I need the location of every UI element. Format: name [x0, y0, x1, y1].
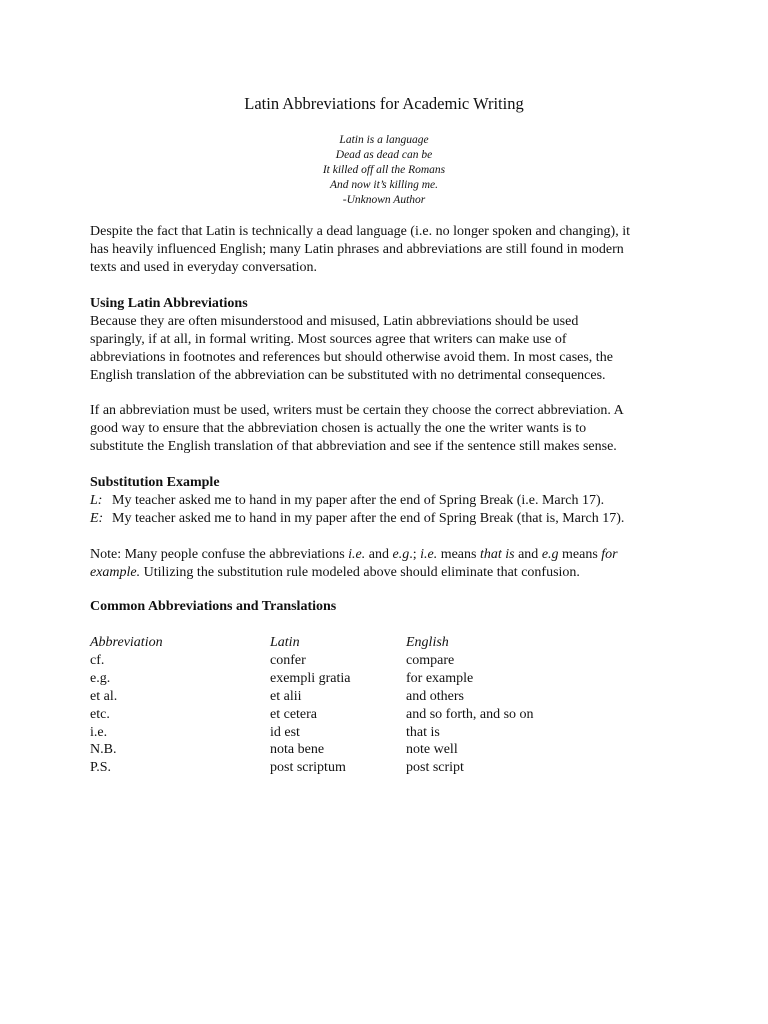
cell-english: and others: [406, 688, 464, 704]
cell-abbreviation: etc.: [90, 706, 110, 722]
column-header-abbreviation: Abbreviation: [90, 635, 163, 650]
text-line: texts and used in everyday conversation.: [90, 260, 318, 275]
note-term: for: [601, 547, 618, 562]
note-term: i.e.: [348, 547, 366, 562]
section-substitution-example: [90, 474, 690, 528]
table-row: [90, 652, 590, 670]
cell-latin: et alii: [270, 688, 302, 704]
cell-latin: id est: [270, 724, 300, 740]
example-english: [90, 510, 690, 528]
cell-english: note well: [406, 742, 458, 758]
note-text: means: [558, 547, 602, 562]
example-text: My teacher asked me to hand in my paper after the end of Spring Break (i.e. March 17).: [112, 493, 605, 508]
cell-latin: et cetera: [270, 706, 318, 722]
cell-latin: confer: [270, 652, 306, 668]
note-term: e.g: [392, 547, 410, 562]
epigraph-poem: [0, 133, 768, 208]
text-line: sparingly, if at all, in formal writing. Most sources agree that writers can make use of: [90, 332, 567, 347]
text-line: [90, 546, 690, 564]
cell-abbreviation: cf.: [90, 652, 105, 668]
cell-english: post script: [406, 760, 464, 776]
note-text: .;: [409, 547, 421, 562]
poem-line: It killed off all the Romans: [322, 164, 446, 176]
column-header-english: English: [406, 635, 449, 650]
section-heading: Common Abbreviations and Translations: [90, 599, 337, 614]
cell-english: and so forth, and so on: [406, 706, 534, 722]
example-tag: E:: [90, 511, 104, 526]
cell-latin: nota bene: [270, 742, 325, 758]
text-line: English translation of the abbreviation can be substituted with no detrimental consequences.: [90, 368, 606, 383]
cell-english: that is: [406, 724, 440, 740]
text-line: has heavily influenced English; many Latin phrases and abbreviations are still found in modern: [90, 242, 624, 257]
example-tag: L:: [90, 493, 103, 508]
column-header-latin: Latin: [270, 635, 300, 650]
poem-line: And now it’s killing me.: [329, 179, 439, 191]
text-line: [90, 564, 690, 582]
text-line: Despite the fact that Latin is technically a dead language (i.e. no longer spoken and changing), it: [90, 224, 630, 239]
abbreviations-table: [90, 634, 590, 777]
section-common-abbreviations: [90, 598, 690, 616]
cell-abbreviation: et al.: [90, 688, 118, 704]
cell-latin: post scriptum: [270, 760, 346, 776]
cell-english: compare: [406, 652, 455, 668]
poem-line: Dead as dead can be: [335, 149, 433, 161]
cell-latin: exempli gratia: [270, 670, 351, 686]
text-line: Because they are often misunderstood and misused, Latin abbreviations should be used: [90, 314, 579, 329]
table-row: [90, 724, 590, 742]
note-text: Note: Many people confuse the abbreviations: [90, 547, 349, 562]
example-latin: [90, 492, 690, 510]
table-row: [90, 759, 590, 777]
table-header-row: [90, 634, 590, 652]
poem-line: Latin is a language: [339, 134, 429, 146]
table-row: [90, 688, 590, 706]
document-title: Latin Abbreviations for Academic Writing: [244, 94, 524, 113]
note-text: and: [365, 547, 393, 562]
note-term: that is: [479, 547, 515, 562]
example-text: My teacher asked me to hand in my paper after the end of Spring Break (that is, March 17).: [112, 511, 625, 526]
cell-abbreviation: N.B.: [90, 742, 117, 758]
text-line: If an abbreviation must be used, writers must be certain they choose the correct abbreviation. A: [90, 403, 624, 418]
section-using-latin-para2: [90, 402, 690, 456]
note-text: means: [437, 547, 480, 562]
table-row: [90, 741, 590, 759]
table-row: [90, 706, 590, 724]
note-text: and: [514, 547, 542, 562]
note-term: example.: [90, 565, 141, 580]
cell-abbreviation: P.S.: [90, 760, 112, 776]
note-term: e.g: [541, 547, 559, 562]
note-paragraph: [90, 546, 690, 582]
text-line: substitute the English translation of that abbreviation and see if the sentence still makes sense.: [90, 439, 617, 454]
text-line: good way to ensure that the abbreviation chosen is actually the one the writer wants is to: [90, 421, 587, 436]
poem-attribution: -Unknown Author: [342, 194, 426, 206]
section-heading: Using Latin Abbreviations: [90, 296, 248, 311]
section-using-latin: [90, 295, 690, 385]
text-line: abbreviations in footnotes and references but should otherwise avoid them. In most cases, the: [90, 350, 613, 365]
cell-english: for example: [406, 670, 474, 686]
intro-paragraph: [90, 223, 690, 277]
cell-abbreviation: i.e.: [90, 724, 108, 740]
note-text: Utilizing the substitution rule modeled above should eliminate that confusion.: [140, 565, 580, 580]
table-row: [90, 670, 590, 688]
cell-abbreviation: e.g.: [90, 670, 111, 686]
note-term: i.e.: [420, 547, 438, 562]
section-heading: Substitution Example: [90, 475, 220, 490]
